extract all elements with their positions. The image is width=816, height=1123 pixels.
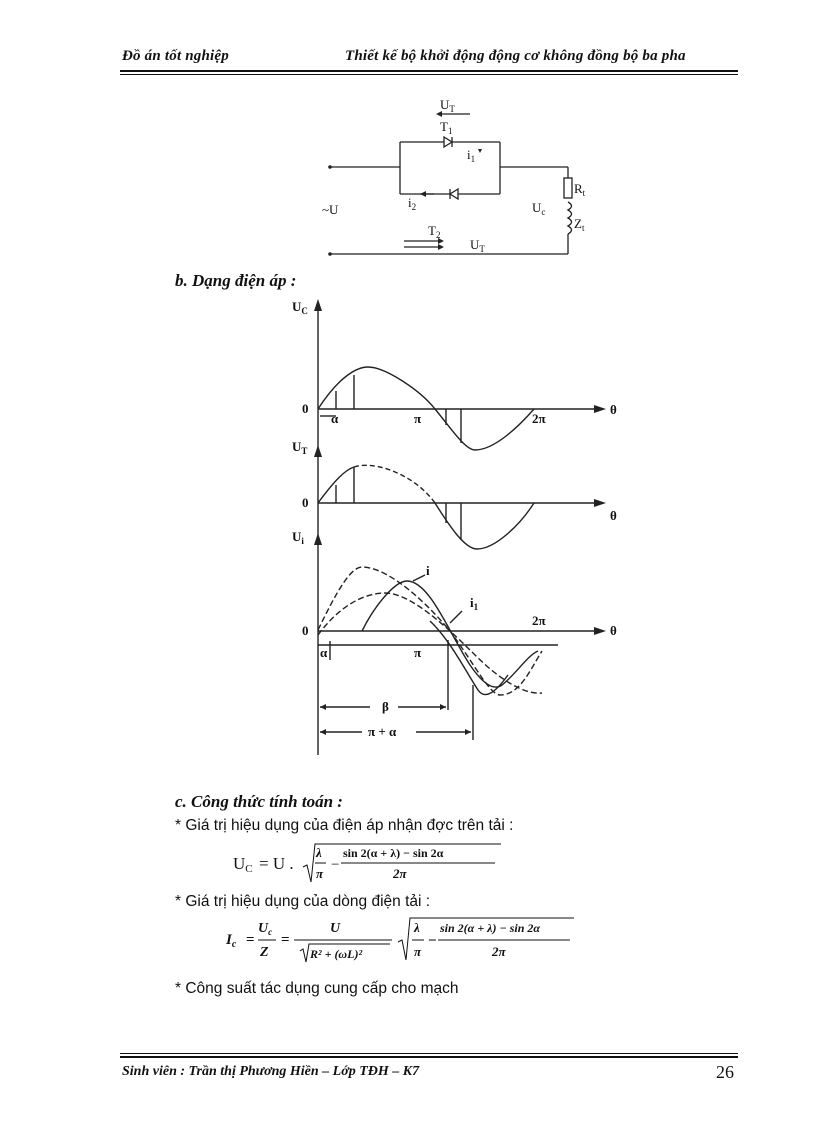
label-pi-1: π xyxy=(414,411,422,426)
x-arrow-ui xyxy=(594,627,606,635)
label-theta-3: θ xyxy=(610,623,617,638)
label-i1: $i_1$ xyxy=(470,595,479,612)
formula-current xyxy=(222,914,582,970)
svg-text:π: π xyxy=(414,944,422,959)
label-theta-1: θ xyxy=(610,402,617,417)
svg-text:2π: 2π xyxy=(393,866,407,881)
svg-text:R² + (ωL)²: R² + (ωL)² xyxy=(310,947,363,961)
text-voltage-rms: * Giá trị hiệu dụng của điện áp nhận đợc trên tải : xyxy=(175,817,514,834)
label-theta-2: θ xyxy=(610,508,617,523)
x-arrow-uc xyxy=(594,405,606,413)
label-zero-1: 0 xyxy=(302,401,309,416)
label-alpha-3: α xyxy=(320,645,328,660)
svg-text:sin 2(α + λ) − sin 2α: sin 2(α + λ) − sin 2α xyxy=(440,921,541,935)
header-left: Đồ án tốt nghiệp xyxy=(122,48,229,64)
formula-voltage xyxy=(233,840,513,886)
svg-text:−: − xyxy=(331,857,340,873)
ui-wave-dashed-2 xyxy=(318,593,542,693)
label-i1: $i_1$ xyxy=(467,147,476,164)
label-pi-3: π xyxy=(414,645,422,660)
ut-wave-neg xyxy=(435,503,534,549)
circuit-diagram xyxy=(300,92,600,262)
svg-text:Z: Z xyxy=(260,945,269,960)
svg-text:=: = xyxy=(246,932,255,948)
label-2pi-1: 2π xyxy=(532,411,546,426)
svg-text:U: U xyxy=(330,921,341,936)
header-rule xyxy=(120,70,738,72)
svg-text:λ: λ xyxy=(414,920,420,935)
label-t1: $T_1$ xyxy=(440,119,453,136)
label-ut-bottom: $U_T$ xyxy=(470,237,485,254)
label-uc: $U_c$ xyxy=(532,200,546,217)
svg-text:λ: λ xyxy=(316,845,322,860)
y-arrow-uc xyxy=(314,299,322,311)
svg-text:sin 2(α + λ) − sin 2α: sin 2(α + λ) − sin 2α xyxy=(343,846,444,860)
label-zero-3: 0 xyxy=(302,623,309,638)
svg-text:=: = xyxy=(281,932,290,948)
footer-rule-thin xyxy=(120,1053,738,1054)
svg-text:UC: UC xyxy=(233,854,253,875)
label-i: i xyxy=(426,563,430,578)
label-rt: $R_t$ xyxy=(574,181,586,198)
label-ut-top: $U_T$ xyxy=(440,97,455,114)
footer-rule xyxy=(120,1056,738,1058)
svg-text:−: − xyxy=(428,933,437,949)
inductor xyxy=(568,202,572,234)
svg-text:= U .: = U . xyxy=(259,854,294,873)
y-arrow-ui xyxy=(314,533,322,545)
ui-wave-i1 xyxy=(430,621,508,695)
section-b-heading: b. Dạng điện áp : xyxy=(175,271,297,290)
label-uc-axis: $U_C$ xyxy=(292,299,308,316)
label-zt: $Z_t$ xyxy=(574,216,585,233)
svg-text:π: π xyxy=(316,866,324,881)
text-current-rms: * Giá trị hiệu dụng của dòng điện tải : xyxy=(175,893,431,910)
label-zero-2: 0 xyxy=(302,495,309,510)
label-t2: $T_2$ xyxy=(428,223,441,240)
label-source: ~U xyxy=(322,202,339,217)
label-beta: β xyxy=(382,699,389,714)
x-arrow-ut xyxy=(594,499,606,507)
y-arrow-ut xyxy=(314,445,322,457)
footer-student: Sinh viên : Trần thị Phương Hiền – Lớp TĐH – K7 xyxy=(122,1064,420,1079)
section-c-heading: c. Công thức tính toán : xyxy=(175,792,343,811)
thyristor-t1 xyxy=(444,137,452,147)
label-2pi-3: 2π xyxy=(532,613,546,628)
uc-wave-neg xyxy=(435,409,534,450)
label-ut-axis: $U_T$ xyxy=(292,439,308,456)
label-pi-plus-alpha: π + α xyxy=(368,724,397,739)
text-active-power: * Công suất tác dụng cung cấp cho mạch xyxy=(175,980,459,997)
ui-wave-i xyxy=(362,581,538,687)
svg-text:Uc: $U_c$ xyxy=(258,921,273,937)
header-right: Thiết kế bộ khởi động động cơ không đồng bộ ba pha xyxy=(345,48,686,64)
label-i2: $i_2$ xyxy=(408,195,417,212)
thyristor-t2 xyxy=(450,189,458,199)
header-rule-thin xyxy=(120,74,738,75)
svg-text:2π: 2π xyxy=(492,944,506,959)
resistor xyxy=(564,178,572,198)
label-alpha-1: α xyxy=(331,411,339,426)
page-number: 26 xyxy=(716,1062,734,1082)
svg-text:Ic: $I_c$ xyxy=(226,932,237,950)
waveform-diagram xyxy=(280,295,630,760)
label-ui-axis: $U_i$ xyxy=(292,529,304,546)
ut-wave-dashed xyxy=(354,465,435,503)
